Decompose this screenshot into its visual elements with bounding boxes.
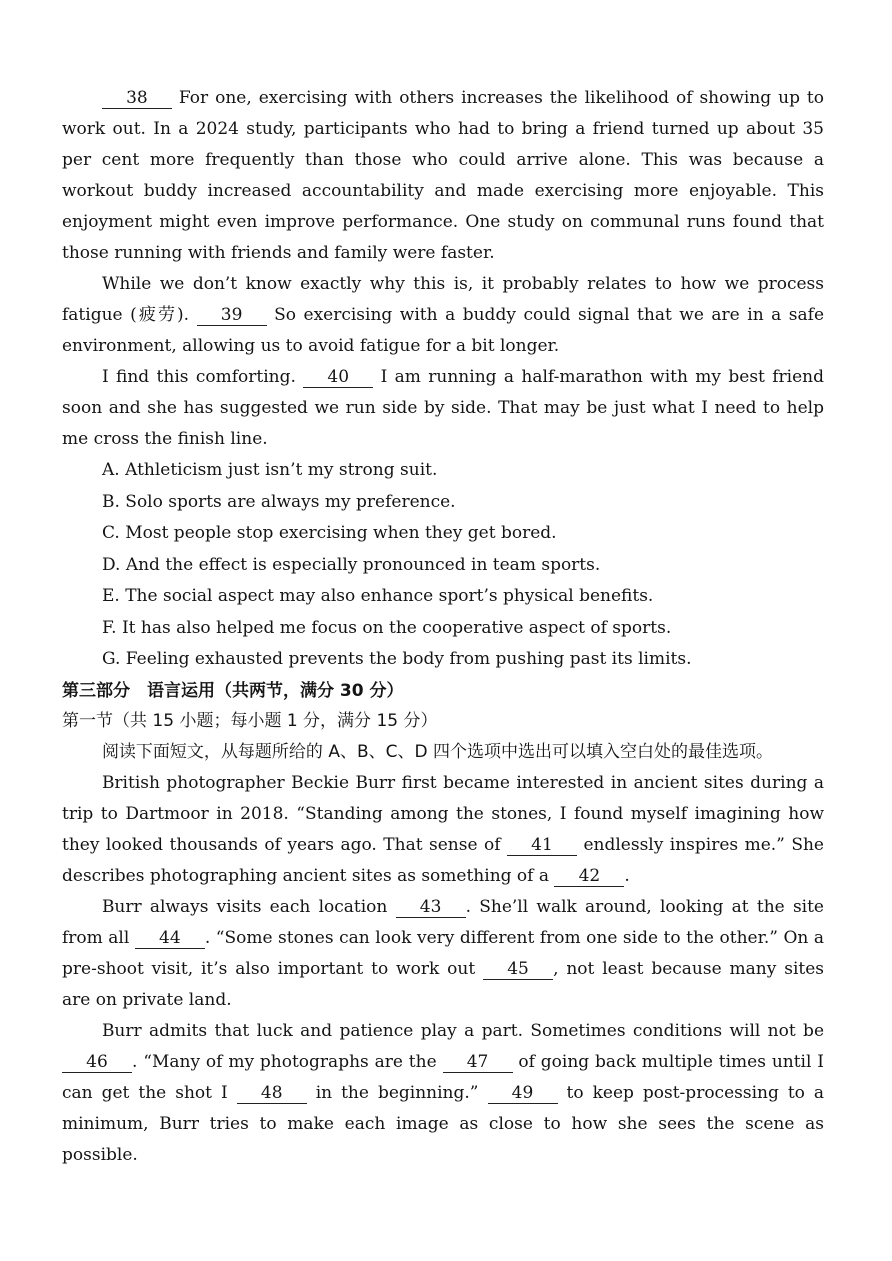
paragraph-39 [62,269,824,362]
option-e[interactable]: E. The social aspect may also enhance sport’s physical benefits. [102,586,654,606]
options-list [102,455,824,676]
cloze-text: endlessly inspires me.” She describes photographing ancient sites as something of a [62,834,824,886]
blank-41[interactable]: 41 [507,835,577,856]
option-a[interactable]: A. Athleticism just isn’t my strong suit. [102,460,438,480]
section-subtitle: 第一节（共 15 小题；每小题 1 分，满分 15 分） [62,710,438,731]
paragraph-38 [62,83,824,269]
section-title: 第三部分 语言运用（共两节，满分 30 分） [62,680,404,701]
cloze-text: . “Many of my photographs are the [132,1051,437,1072]
blank-43[interactable]: 43 [396,897,466,918]
option-c[interactable]: C. Most people stop exercising when they get bored. [102,523,557,543]
cloze-text: in the beginning.” [315,1082,479,1103]
blank-38[interactable]: 38 [102,88,172,109]
cloze-text: . “Some stones can look very different from one side to the other.” On a pre-shoot visit, it’s also important to work out [62,927,824,979]
paragraph-40-after: I am running a half-marathon with my best friend soon and she has suggested we run side by side. That may be just what I need to help me cross the finish line. [62,367,824,449]
cloze-paragraph-2 [62,892,824,1016]
blank-39[interactable]: 39 [197,305,267,326]
cloze-text: Burr always visits each location [101,896,388,917]
cloze-paragraph-1 [62,768,824,892]
blank-42[interactable]: 42 [554,866,624,887]
blank-48[interactable]: 48 [237,1083,307,1104]
blank-46[interactable]: 46 [62,1052,132,1073]
paragraph-39-before: While we don’t know exactly why this is, it probably relates to how we process fatigue (疲劳). [62,274,824,325]
cloze-text: . [624,865,630,886]
cloze-text: to keep post-processing to a minimum, Burr tries to make each image as close to how she sees the scene as possible. [62,1082,825,1165]
exam-page [62,83,824,1171]
paragraph-40-before: I find this comforting. [101,367,296,387]
blank-49[interactable]: 49 [488,1083,558,1104]
option-g[interactable]: G. Feeling exhausted prevents the body from pushing past its limits. [102,649,692,669]
cloze-paragraph-3 [62,1016,824,1171]
cloze-text: Burr admits that luck and patience play a part. Sometimes conditions will not be [101,1020,824,1041]
section-instruction: 阅读下面短文，从每题所给的 A、B、C、D 四个选项中选出可以填入空白处的最佳选项。 [101,741,773,762]
paragraph-38-text: For one, exercising with others increases the likelihood of showing up to work out. In a 2024 study, participants who had to bring a friend turned up about 35 per cent more frequently than those who could arrive alone. This was because a workout buddy increased accountability and made exercising more enjoyable. This enjoyment might even improve performance. One study on communal runs found that those running with friends and family were faster. [62,88,825,263]
paragraph-39-after: So exercising with a buddy could signal that we are in a safe environment, allowing us to avoid fatigue for a bit longer. [62,305,825,356]
option-d[interactable]: D. And the effect is especially pronounced in team sports. [102,554,601,575]
blank-44[interactable]: 44 [135,928,205,949]
cloze-text: , not least because many sites are on private land. [62,958,824,1010]
cloze-text: British photographer Beckie Burr first became interested in ancient sites during a trip to Dartmoor in 2018. “Standing among the stones, I found myself imagining how they looked thousands of years ago. That sense of [62,772,824,855]
option-b[interactable]: B. Solo sports are always my preference. [102,491,456,512]
cloze-text: . She’ll walk around, looking at the site from all [62,896,824,948]
paragraph-40 [62,362,824,455]
blank-40[interactable]: 40 [303,367,373,388]
blank-47[interactable]: 47 [443,1052,513,1073]
cloze-text: of going back multiple times until I can get the shot I [62,1051,825,1103]
blank-45[interactable]: 45 [483,959,553,980]
option-f[interactable]: F. It has also helped me focus on the cooperative aspect of sports. [102,617,672,638]
